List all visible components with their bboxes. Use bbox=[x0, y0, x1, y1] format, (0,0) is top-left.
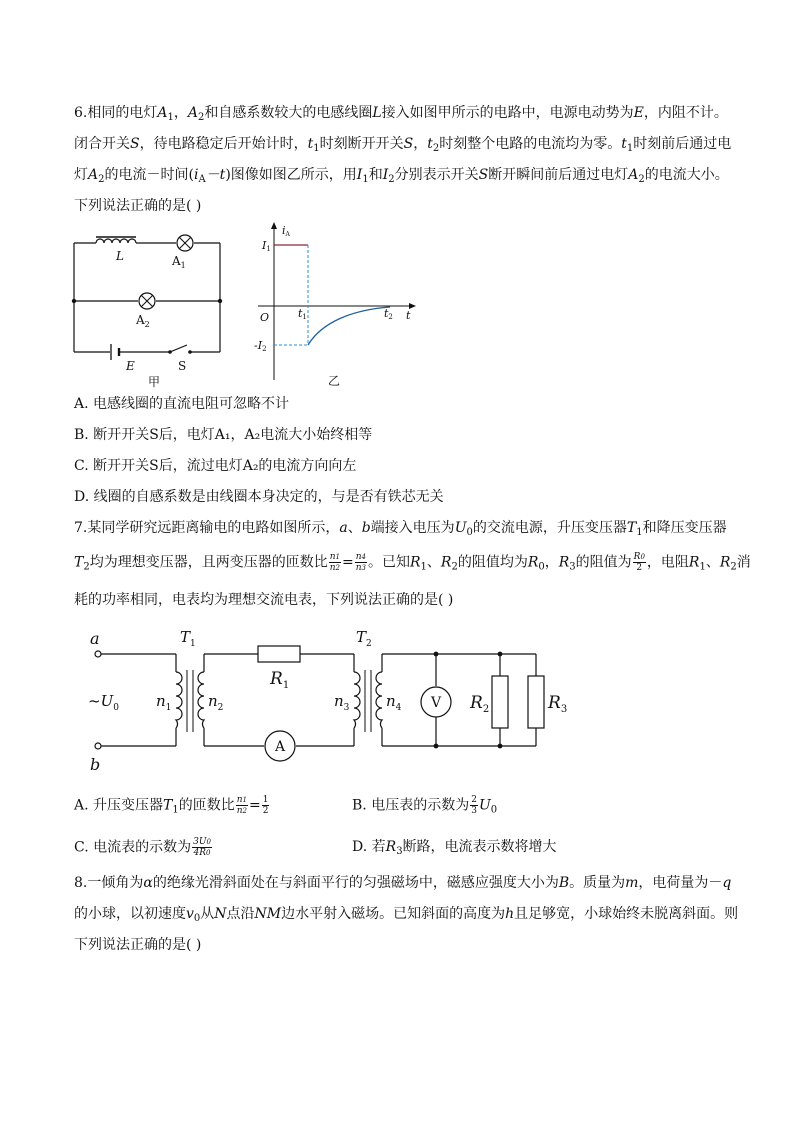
lamp-a2-icon bbox=[139, 293, 155, 309]
q7-figure-transmission-circuit bbox=[84, 626, 584, 774]
q7-option-d[interactable]: D. 若$R_3$断路，电流表示数将增大 bbox=[352, 839, 557, 857]
resistor-r2-icon bbox=[492, 676, 508, 728]
label-o: O bbox=[260, 311, 270, 324]
label-n2: $n_2$ bbox=[208, 692, 224, 713]
switch-pivot-icon bbox=[168, 350, 172, 354]
label-s: S bbox=[178, 359, 187, 373]
junction-dot-icon bbox=[72, 299, 76, 303]
voltmeter-icon bbox=[421, 687, 451, 717]
label-a2: $A_2$ bbox=[136, 313, 150, 329]
q6-line-4: 下列说法正确的是( ) bbox=[74, 198, 202, 214]
label-r3: $R_3$ bbox=[548, 693, 568, 715]
label-u0: $\sim U_0$ bbox=[88, 692, 119, 713]
junction-dot-icon bbox=[498, 744, 503, 749]
fraction-2-3: $\frac{2}{3}$ bbox=[471, 795, 477, 816]
battery-icon bbox=[111, 344, 119, 360]
resistor-r3-icon bbox=[528, 676, 544, 728]
label-b: b bbox=[90, 755, 101, 774]
svg-text:A: A bbox=[274, 739, 286, 755]
axis-label-i: iA bbox=[282, 224, 290, 238]
label-t1: t1 bbox=[298, 307, 307, 321]
axis-label-t: t bbox=[406, 309, 411, 322]
lamp-a1-icon bbox=[177, 235, 193, 251]
q7-option-a[interactable]: A. 升压变压器$T_1$的匝数比 $\frac{n1}{n2}$ = $\frac{1}{2}$ bbox=[74, 795, 269, 816]
fraction-n4-n3: $\frac{n4}{n3}$ bbox=[355, 552, 366, 573]
junction-dot-icon bbox=[434, 744, 439, 749]
q6-figure-circuit-jia bbox=[66, 228, 236, 390]
terminal-a-icon bbox=[95, 651, 101, 657]
terminal-b-icon bbox=[95, 743, 101, 749]
label-i1: I1 bbox=[262, 239, 271, 253]
resistor-r1-icon bbox=[258, 646, 300, 662]
figure-caption-yi: 乙 bbox=[328, 374, 341, 388]
junction-dot-icon bbox=[218, 299, 222, 303]
q6-option-c[interactable]: C. 断开开关S后，流过电灯A₂的电流方向向左 bbox=[74, 458, 357, 474]
q6-line-2: 闭合开关S，待电路稳定后开始计时，$t_1$时刻断开开关S，$t_2$时刻整个电路的电流均为零。$t_1$时刻前后通过电 bbox=[74, 136, 732, 154]
q7-line-2: $T_2$均为理想变压器，且两变压器的匝数比 $\frac{n1}{n2}$ = $\frac{n4}{n3}$ 。已知$R_1$、$R_2$的阻值均为$R_0$，$R_3$的阻值为 $\frac{R0}{2}$ ，电阻$R_1$、$R_2$消 bbox=[74, 552, 751, 573]
label-a1: $A_1$ bbox=[172, 254, 186, 270]
label-n3: $n_3$ bbox=[334, 692, 350, 713]
label-r2: $R_2$ bbox=[470, 693, 490, 715]
ammeter-icon bbox=[265, 731, 295, 761]
label-e: E bbox=[126, 359, 135, 373]
q6-option-d[interactable]: D. 线圈的自感系数是由线圈本身决定的，与是否有铁芯无关 bbox=[74, 489, 444, 505]
label-n4: $n_4$ bbox=[386, 692, 402, 713]
q6-line-3: 灯$A_2$的电流－时间$(i_A-t)$图像如图乙所示，用$I_1$和$I_2$分别表示开关S断开瞬间前后通过电灯$A_2$的电流大小。 bbox=[74, 167, 729, 185]
q6-line-1: 6.相同的电灯$A_1$，$A_2$和自感系数较大的电感线圈L接入如图甲所示的电路中，电源电动势为E，内阻不计。 bbox=[74, 105, 728, 123]
junction-dot-icon bbox=[434, 652, 439, 657]
label-a: a bbox=[90, 629, 100, 648]
figure-caption-jia: 甲 bbox=[148, 375, 161, 389]
fraction-r0-2: $\frac{R0}{2}$ bbox=[633, 552, 645, 573]
q6-option-a[interactable]: A. 电感线圈的直流电阻可忽略不计 bbox=[74, 396, 290, 412]
q7-line-1: 7.某同学研究远距离输电的电路如图所示，a、b端接入电压为$U_0$的交流电源，升压变压器$T_1$和降压变压器 bbox=[74, 520, 727, 538]
junction-dot-icon bbox=[498, 652, 503, 657]
label-r1: $R_1$ bbox=[270, 669, 290, 691]
q8-line-3: 下列说法正确的是( ) bbox=[74, 937, 202, 953]
q7-option-c[interactable]: C. 电流表的示数为 $\frac{3U0}{4R0}$ bbox=[74, 837, 211, 858]
label-minus-i2: -I2 bbox=[254, 339, 267, 353]
label-t1: $T_1$ bbox=[180, 628, 196, 649]
label-l: L bbox=[116, 249, 124, 263]
q8-line-1: 8.一倾角为α的绝缘光滑斜面处在与斜面平行的匀强磁场中，磁感应强度大小为B。质量为m，电荷量为－q bbox=[74, 875, 732, 891]
label-t2: t2 bbox=[384, 307, 393, 321]
fraction-3u0-4r0: $\frac{3U0}{4R0}$ bbox=[193, 837, 211, 858]
fraction-n1-n2: $\frac{n1}{n2}$ bbox=[236, 795, 247, 816]
fraction-n1-n2: $\frac{n1}{n2}$ bbox=[329, 552, 340, 573]
q7-line-3: 耗的功率相同，电表均为理想交流电表，下列说法正确的是( ) bbox=[74, 592, 454, 608]
label-n1: $n_1$ bbox=[156, 692, 172, 713]
switch-contact-icon bbox=[188, 350, 192, 354]
fraction-1-2: $\frac{1}{2}$ bbox=[262, 795, 269, 816]
label-t2: $T_2$ bbox=[356, 628, 372, 649]
q7-option-b[interactable]: B. 电压表的示数为 $\frac{2}{3}$ $U_0$ bbox=[352, 795, 498, 816]
svg-text:V: V bbox=[430, 695, 442, 711]
q6-figure-graph-yi bbox=[252, 220, 422, 390]
q8-line-2: 的小球，以初速度$v_0$从N点沿NM边水平射入磁场。已知斜面的高度为h且足够宽，小球始终未脱离斜面。则 bbox=[74, 906, 739, 924]
q6-option-b[interactable]: B. 断开开关S后，电灯A₁，A₂电流大小始终相等 bbox=[74, 427, 373, 443]
